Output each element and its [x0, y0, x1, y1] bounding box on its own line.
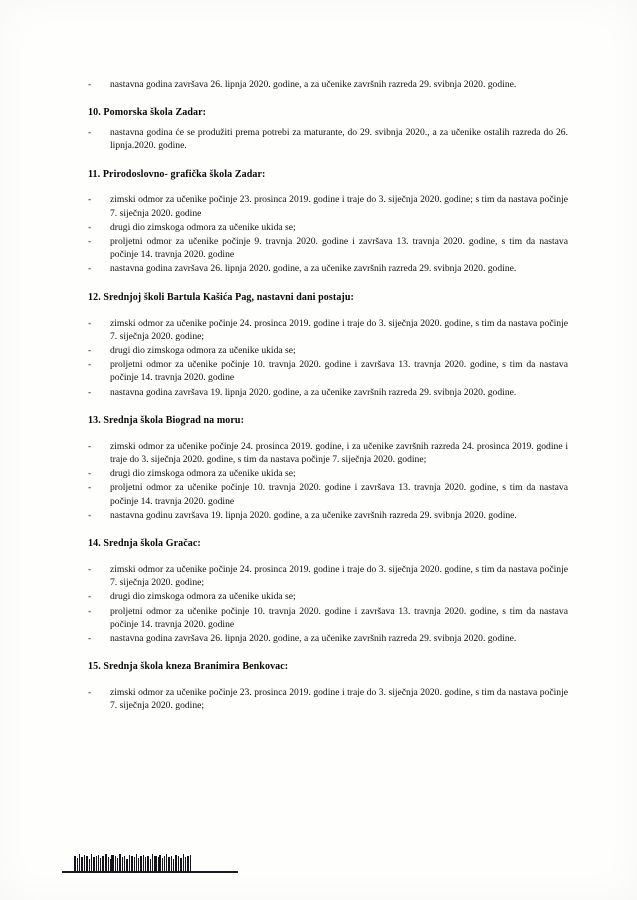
bullet-dash: - [88, 605, 92, 617]
barcode-bar [129, 855, 130, 872]
list-item [88, 344, 568, 357]
barcode-bar [119, 854, 121, 872]
barcode-bar [74, 856, 76, 872]
bullet-dash: - [88, 236, 92, 247]
barcode-bar [108, 857, 109, 872]
bullet-dash: - [88, 591, 92, 603]
barcode-bar [91, 854, 92, 872]
barcode-bar [171, 856, 172, 872]
barcode-bar [134, 857, 135, 872]
barcode-bar [98, 855, 99, 872]
barcode-bar [81, 857, 83, 872]
bullet-dash: - [88, 263, 92, 275]
list-item [88, 686, 568, 712]
bullet-dash: - [88, 563, 92, 575]
list-item [88, 386, 568, 399]
bullet-dash: - [88, 221, 92, 233]
barcode-bar [147, 856, 149, 872]
list-item-text: proljetni odmor za učenike počinje 10. travnja 2020. godine i završava 13. travnja 2020. godine, s tim da nastava počinje 14. travnja 2020. godine [110, 482, 568, 507]
list-item-text: nastavna godina završava 26. lipnja 2020. godine, a za učenike završnih razreda 29. svibnja 2020. godine. [110, 79, 517, 90]
list-item-text: drugi dio zimskoga odmora za učenike ukida se; [110, 221, 296, 233]
section-heading: 14. Srednja škola Gračac: [88, 538, 201, 550]
list-item-text: zimski odmor za učenike počinje 24. prosinca 2019. godine i traje do 3. siječnja 2020. godine, s tim da nastava počinje 7. siječnja 2020. godine; [110, 317, 568, 342]
bullet-dash: - [88, 79, 92, 90]
bullet-dash: - [88, 509, 92, 521]
bullet-dash: - [88, 482, 92, 494]
barcode-bar [185, 857, 186, 872]
barcode-bar [145, 857, 146, 872]
bullet-dash: - [88, 468, 92, 480]
list-item-text: drugi dio zimskoga odmora za učenike ukida se; [110, 468, 296, 480]
list-item [88, 78, 568, 91]
barcode-bar [131, 856, 134, 872]
barcode-bar [84, 855, 85, 872]
barcode-bar [159, 855, 161, 872]
barcode-bar [100, 858, 101, 872]
list-item-text: zimski odmor za učenike počinje 23. prosinca 2019. godine i traje do 3. siječnja 2020. godine; s tim da nastava počinje 7. siječnja 2020. godine [110, 194, 568, 219]
barcode-bar [152, 854, 153, 872]
barcode-bar [77, 858, 78, 872]
section-heading: 13. Srednja škola Biograd na moru: [88, 414, 245, 426]
section-block [88, 414, 568, 522]
barcode-bar [190, 855, 191, 872]
list-item-text: nastavna godina završava 26. lipnja 2020. godine, a za učenike završnih razreda 29. svibnja 2020. godine. [110, 633, 517, 645]
bullet-dash: - [88, 440, 92, 452]
barcode-baseline [62, 871, 238, 873]
barcode-bar [183, 854, 184, 872]
section-heading: 15. Srednja škola kneza Branimira Benkovac: [88, 661, 289, 673]
section-heading: 12. Srednjoj školi Bartula Kašića Pag, nastavni dani postaju: [88, 291, 354, 303]
list-item [88, 563, 568, 589]
barcode-bar [79, 854, 80, 872]
bullet-dash: - [88, 194, 92, 206]
section-block [88, 660, 568, 712]
barcode-bar [164, 856, 165, 872]
barcode-bar [111, 855, 114, 872]
barcode-bar [143, 855, 144, 872]
list-item [88, 235, 568, 261]
list-item-text: nastavna godinu završava 19. lipnja 2020. godine, a za učenike završnih razreda 29. svibnja 2020. godine. [110, 509, 517, 521]
section-heading: 10. Pomorska škola Zadar: [88, 107, 207, 119]
list-item-text: zimski odmor za učenike počinje 23. prosinca 2019. godine i traje do 3. siječnja 2020. godine, s tim da nastava počinje 7. siječnja 2020. godine; [110, 687, 568, 712]
barcode-bar [115, 856, 116, 872]
barcode-bar [86, 856, 89, 872]
list-item-text: nastavna godina završava 26. lipnja 2020. godine, a za učenike završnih razreda 29. svibnja 2020. godine. [110, 263, 517, 275]
list-item [88, 317, 568, 343]
section-block [88, 291, 568, 399]
section-heading: 11. Prirodoslovno- grafička škola Zadar: [88, 168, 266, 180]
bullet-dash: - [88, 687, 92, 699]
bullet-dash: - [88, 359, 92, 371]
barcode-bar [178, 856, 179, 872]
barcode-bar [124, 856, 125, 872]
list-item [88, 440, 568, 466]
barcode-bar [122, 857, 123, 872]
list-item [88, 590, 568, 603]
barcode-bar [158, 857, 159, 872]
barcode-bar [168, 857, 170, 872]
section-block [88, 106, 568, 152]
barcode-bar [117, 858, 118, 872]
barcode [74, 852, 192, 872]
bullet-dash: - [88, 127, 92, 139]
list-item [88, 193, 568, 219]
list-item [88, 358, 568, 384]
barcode-bar [180, 858, 183, 872]
section-block [88, 537, 568, 645]
list-item-text: zimski odmor za učenike počinje 24. prosinca 2019. godine i traje do 3. siječnja 2020. godine, s tim da nastava počinje 7. siječnja 2020. godine; [110, 563, 568, 589]
barcode-bar [105, 854, 107, 872]
list-item [88, 221, 568, 234]
barcode-bar [96, 856, 97, 872]
section-block [88, 78, 568, 91]
barcode-bar [136, 854, 137, 872]
list-item-text: proljetni odmor za učenike počinje 10. travnja 2020. godine i završava 13. travnja 2020. godine, s tim da nastava počinje 14. travnja 2020. godine [110, 359, 568, 384]
bullet-dash: - [88, 317, 92, 329]
barcode-bar [187, 856, 189, 872]
bullet-dash: - [88, 344, 92, 356]
list-item [88, 481, 568, 507]
list-item [88, 126, 568, 152]
bullet-dash: - [88, 633, 92, 645]
barcode-bar [102, 856, 104, 872]
barcode-bar [140, 856, 142, 872]
barcode-bar [138, 858, 139, 872]
barcode-bar [93, 857, 95, 872]
list-item-text: nastavna godina će se produžiti prema potrebi za maturante, do 29. svibnja 2020., a za učenike ostalih razreda do 26. lipnja.2020. godine. [110, 127, 568, 152]
document-body [88, 78, 568, 715]
list-item [88, 262, 568, 275]
list-item [88, 632, 568, 645]
list-item-text: proljetni odmor za učenike počinje 9. travnja 2020. godine i završava 13. travnja 2020. godine, s tim da nastava počinje 14. travnja 2020. godine [110, 236, 568, 261]
list-item [88, 467, 568, 480]
list-item-text: drugi dio zimskoga odmora za učenike ukida se; [110, 591, 296, 603]
list-item-text: nastavna godina završava 19. lipnja 2020. godine, a za učenike završnih razreda 29. svibnja 2020. godine. [110, 386, 517, 398]
barcode-bar [154, 856, 157, 872]
list-item [88, 605, 568, 631]
barcode-bar [175, 855, 177, 872]
list-item-text: zimski odmor za učenike počinje 24. prosinca 2019. godine, i za učenike završnih razreda 24. prosinca 2019. godine i traje do 3. siječnja 2020. godine, s tim da nastava počinje 7. siječnja 2020. godine; [110, 440, 568, 465]
barcode-bar [166, 854, 167, 872]
list-item-text: proljetni odmor za učenike počinje 10. travnja 2020. godine i završava 13. travnja 2020. godine, s tim da nastava počinje 14. travnja 2020. godine [110, 605, 568, 630]
section-block [88, 168, 568, 276]
list-item [88, 509, 568, 522]
bullet-dash: - [88, 386, 92, 398]
list-item-text: drugi dio zimskoga odmora za učenike ukida se; [110, 344, 296, 356]
barcode-bar [162, 858, 163, 872]
